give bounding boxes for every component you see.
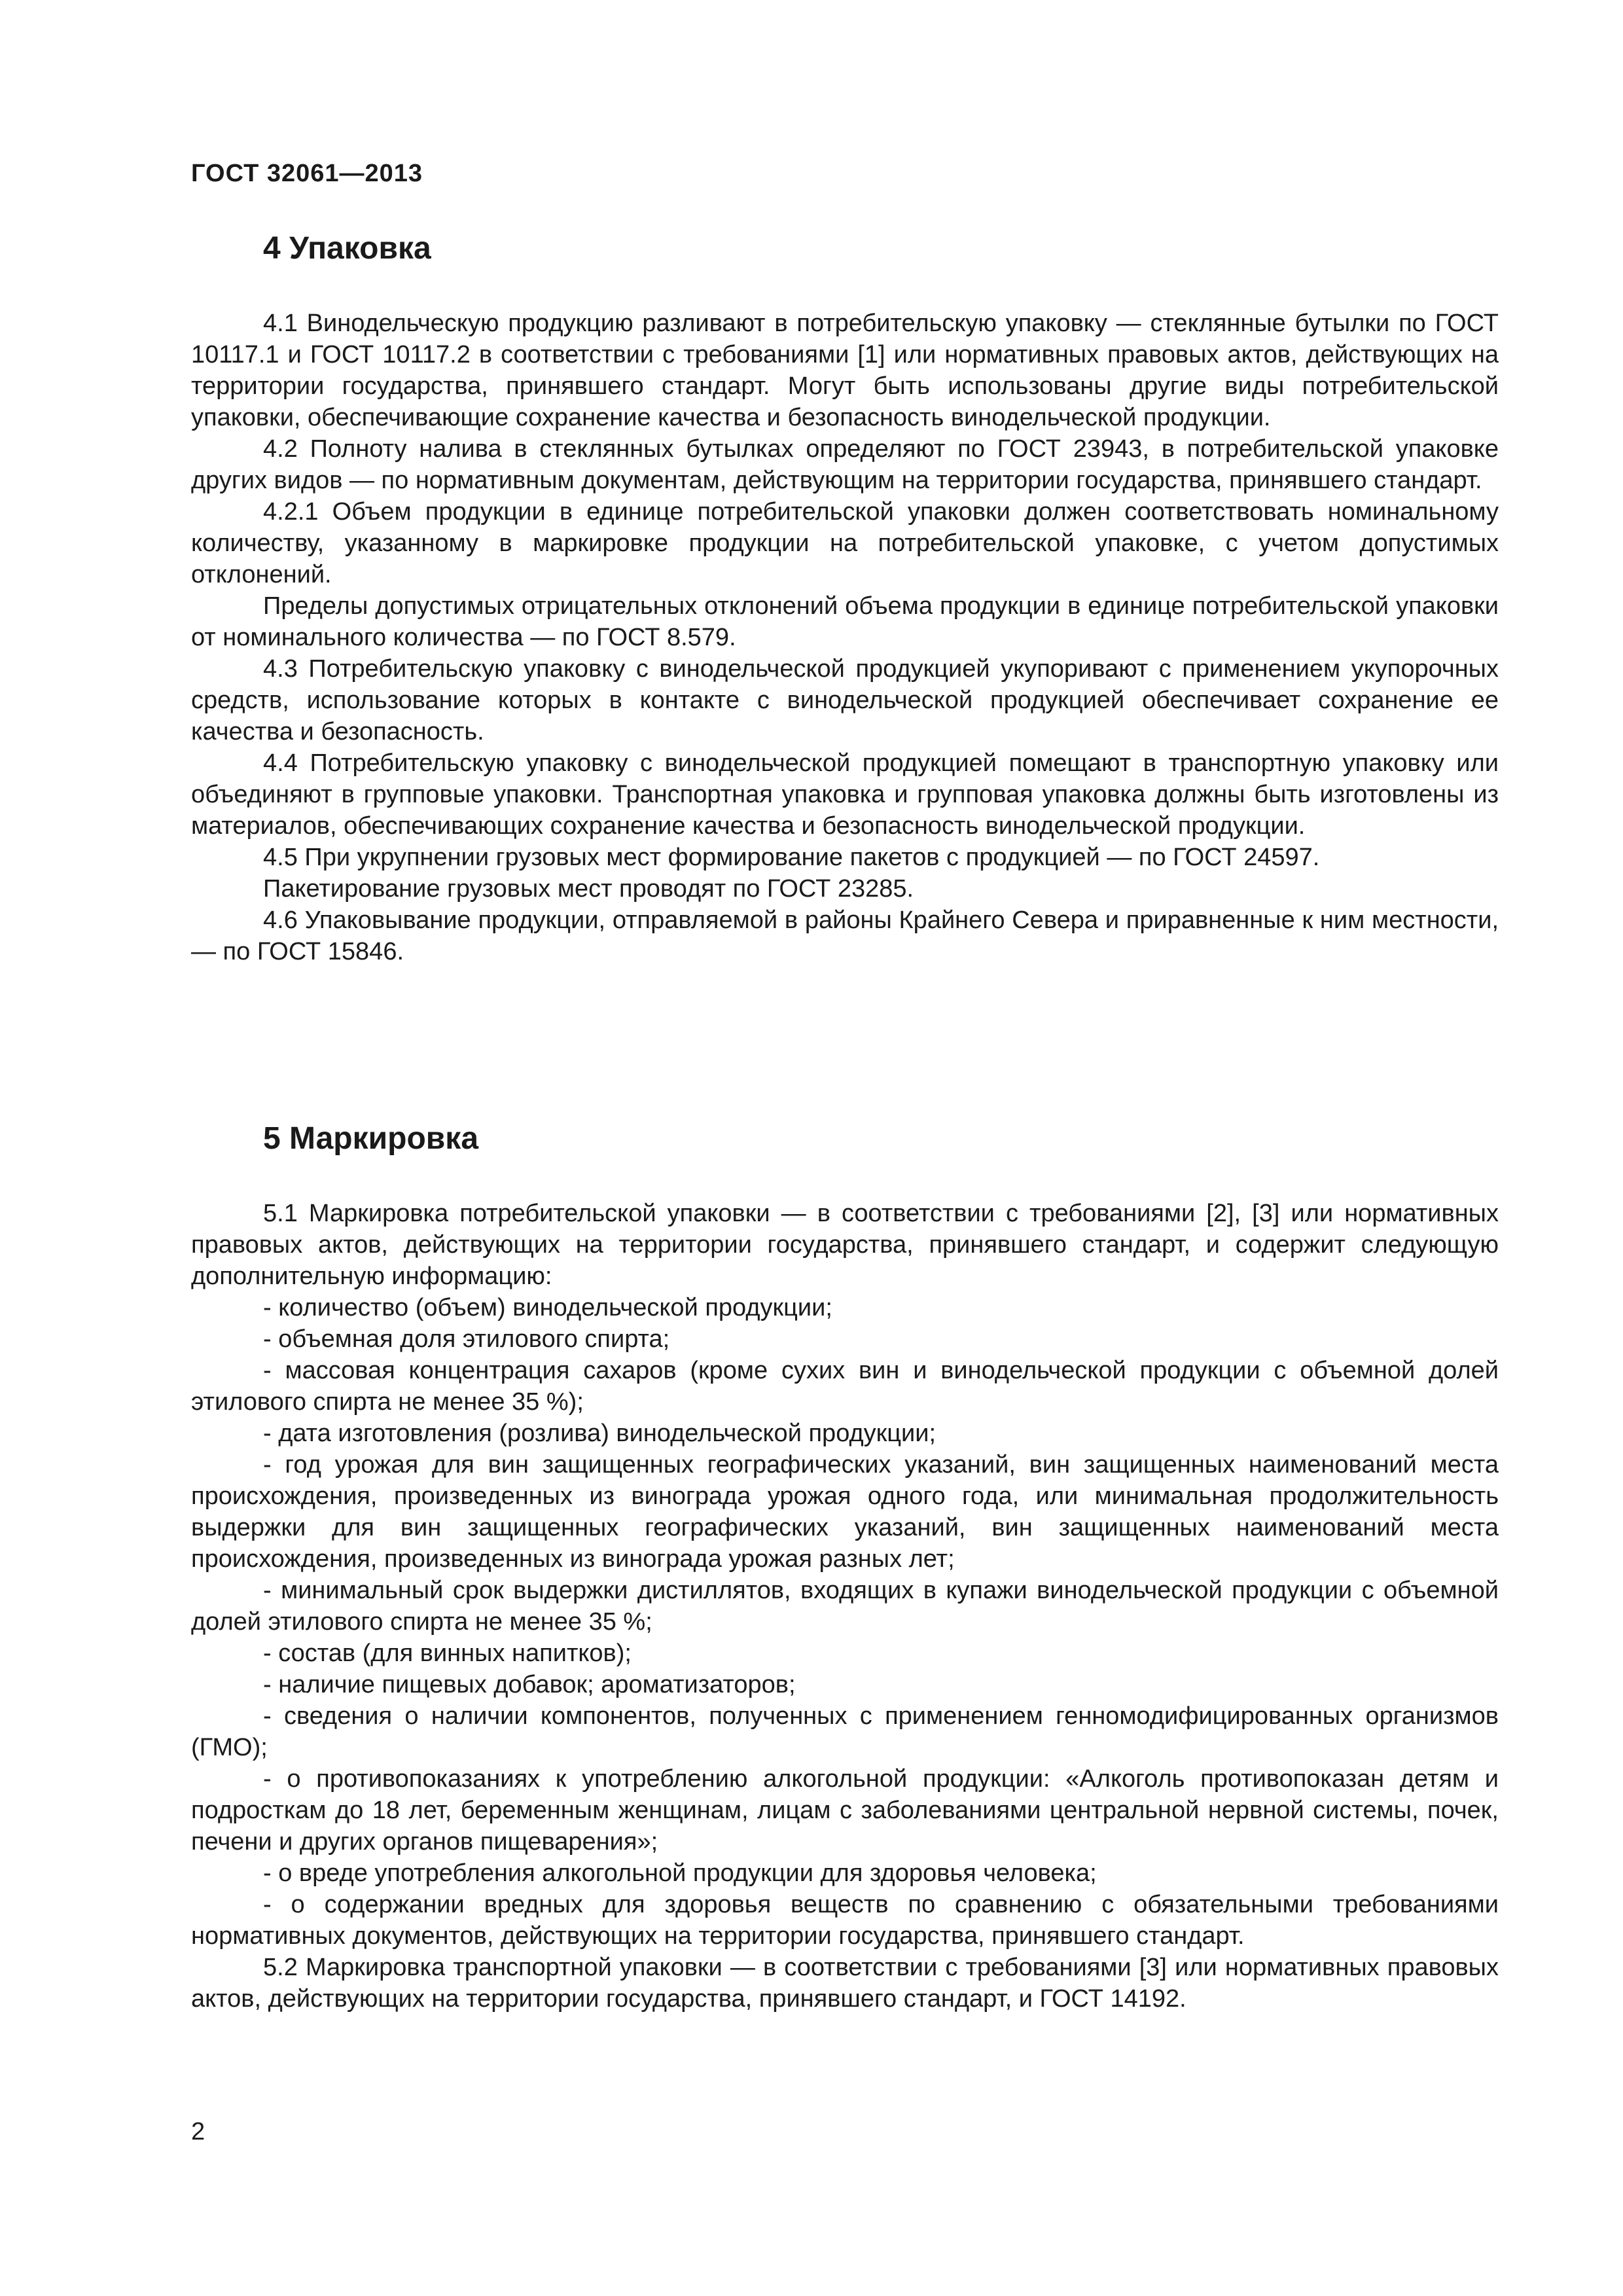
document-code-header: ГОСТ 32061—2013	[191, 160, 423, 187]
page-number: 2	[191, 2118, 205, 2145]
paragraph: 5.2 Маркировка транспортной упаковки — в соответствии с требованиями [3] или нормативных правовых актов, действующих на территории государства, принявшего стандарт, и ГОСТ 14192.	[191, 1954, 1499, 2013]
section-marking	[191, 1121, 1499, 2015]
paragraph: 4.2 Полноту налива в стеклянных бутылках определяют по ГОСТ 23943, в потребительской упаковке других видов — по нормативным документам, действующим на территории государства, принявшего стандарт.	[191, 435, 1499, 494]
list-item: - массовая концентрация сахаров (кроме сухих вин и винодельческой продукции с объемной долей этилового спирта не менее 35 %);	[191, 1357, 1499, 1416]
paragraph: 4.3 Потребительскую упаковку с винодельческой продукцией укупоривают с применением укупорочных средств, использование которых в контакте с винодельческой продукцией обеспечивает сохранение ее качества и безопасность.	[191, 655, 1499, 745]
paragraph: Пакетирование грузовых мест проводят по ГОСТ 23285.	[263, 875, 914, 903]
paragraph: 4.2.1 Объем продукции в единице потребительской упаковки должен соответствовать номинальному количеству, указанному в маркировке продукции на потребительской упаковке, с учетом допустимых отклонений.	[191, 498, 1499, 588]
list-item: - о содержании вредных для здоровья веществ по сравнению с обязательными требованиями нормативных документов, действующих на территории государства, принявшего стандарт.	[191, 1891, 1499, 1950]
list-item: - о вреде употребления алкогольной продукции для здоровья человека;	[263, 1859, 1097, 1887]
paragraph: 4.4 Потребительскую упаковку с винодельческой продукцией помещают в транспортную упаковку или объединяют в групповые упаковки. Транспортная упаковка и групповая упаковка должны быть изготовлены из материалов, обеспечивающих сохранение качества и безопасность винодельческой продукции.	[191, 749, 1499, 840]
list-item: - наличие пищевых добавок; ароматизаторов;	[263, 1671, 796, 1698]
list-item: - минимальный срок выдержки дистиллятов, входящих в купажи винодельческой продукции с объемной долей этилового спирта не менее 35 %;	[191, 1577, 1499, 1636]
section-title: 5 Маркировка	[263, 1121, 479, 1156]
list-item: - дата изготовления (розлива) винодельческой продукции;	[263, 1420, 936, 1447]
paragraph: 5.1 Маркировка потребительской упаковки — в соответствии с требованиями [2], [3] или нормативных правовых актов, действующих на территории государства, принявшего стандарт, и содержит следующую дополнительную информацию:	[191, 1200, 1499, 1290]
paragraph: 4.5 При укрупнении грузовых мест формирование пакетов с продукцией — по ГОСТ 24597.	[263, 844, 1320, 871]
paragraph: Пределы допустимых отрицательных отклонений объема продукции в единице потребительской упаковки от номинального количества — по ГОСТ 8.579.	[191, 592, 1499, 651]
paragraph: 4.6 Упаковывание продукции, отправляемой в районы Крайнего Севера и приравненные к ним местности, — по ГОСТ 15846.	[191, 906, 1499, 965]
list-item: - сведения о наличии компонентов, полученных с применением генномодифицированных организмов (ГМО);	[191, 1702, 1499, 1761]
paragraph: 4.1 Винодельческую продукцию разливают в потребительскую упаковку — стеклянные бутылки по ГОСТ 10117.1 и ГОСТ 10117.2 в соответствии с требованиями [1] или нормативных правовых актов, действующих на территории государства, принявшего стандарт. Могут быть использованы другие виды потребительской упаковки, обеспечивающие сохранение качества и безопасность винодельческой продукции.	[191, 310, 1499, 431]
list-item: - год урожая для вин защищенных географических указаний, вин защищенных наименований места происхождения, произведенных из винограда урожая одного года, или минимальная продолжительность выдержки для вин защищенных географических указаний, вин защищенных наименований места происхождения, произведенных из винограда урожая разных лет;	[191, 1451, 1499, 1573]
section-packaging	[191, 230, 1499, 967]
section-title: 4 Упаковка	[263, 231, 431, 266]
list-item: - состав (для винных напитков);	[263, 1640, 632, 1667]
list-item: - объемная доля этилового спирта;	[263, 1325, 670, 1353]
list-item: - количество (объем) винодельческой продукции;	[263, 1294, 832, 1321]
list-item: - о противопоказаниях к употреблению алкогольной продукции: «Алкоголь противопоказан детям и подросткам до 18 лет, беременным женщинам, лицам с заболеваниями центральной нервной системы, почек, печени и других органов пищеварения»;	[191, 1765, 1499, 1856]
